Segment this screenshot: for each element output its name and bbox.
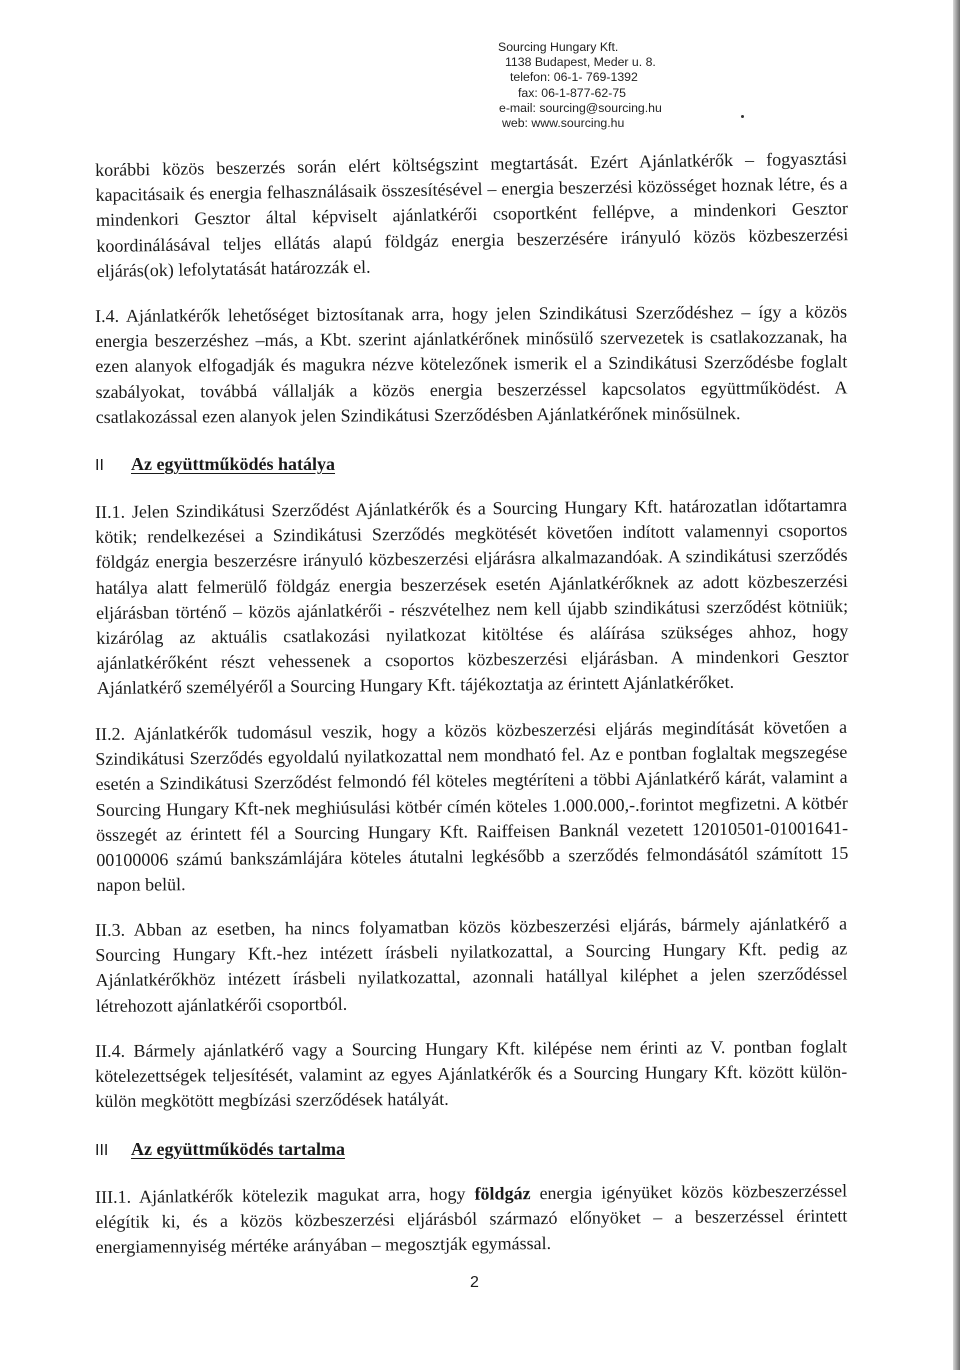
- section-number: II: [95, 457, 104, 475]
- paragraph-ii3: II.3. Abban az esetben, ha nincs folyamatban közös közbeszerzési eljárás, bármely ajánlatkérő a Sourcing Hungary Kft.-hez intézett írásbeli nyilatkozattal, a Sourcing Hungary Kft. pedig az Ajánlatkérőkhöz intézett írásbeli nyilatkozattal, azonnali hatállyal kiléphet a jelen szerződéssel létrehozott ajánlatkérői csoportból.: [95, 913, 848, 1016]
- paragraph-ii2: II.2. Ajánlatkérők tudomásul veszik, hogy a közös közbeszerzési eljárás megindítását követően a Szindikátusi Szerződés egyoldalú nyilatkozattal nem mondható fel. Az e pontban foglaltak megszegése esetén a Szindikátusi Szerződést felmondó fél köteles megtéríteni a többi Ajánlatkérő kárát, valamint a Sourcing Hungary Kft-nek meghiúsulási kötbér címén köteles 1.000.000,-.forintot megfizetni. A kötbér összegét az érintett fél a Sourcing Hungary Kft. Raiffeisen Banknál vezetett 12010501-01001641-00100006 számú bankszámlájára köteles átutalni legkésőbb a szerződés felmondásától számított 15 napon belül.: [95, 716, 849, 896]
- letterhead: [498, 40, 718, 131]
- keyword-foldgaz: földgáz: [474, 1183, 531, 1204]
- letterhead-company: Sourcing Hungary Kft.: [498, 40, 619, 54]
- letterhead-address: 1138 Budapest, Meder u. 8.: [505, 55, 656, 70]
- document-body: [95, 148, 849, 1261]
- section-number: III: [95, 1141, 109, 1159]
- letterhead-phone: telefon: 06-1- 769-1392: [510, 70, 638, 85]
- letterhead-email: e-mail: sourcing@sourcing.hu: [499, 100, 662, 115]
- paragraph-ii4: II.4. Bármely ajánlatkérő vagy a Sourcing Hungary Kft. kilépése nem érinti az V. pontban foglalt kötelezettségek teljesítését, valamint az egyes Ajánlatkérők és a Sourcing Hungary Kft. között külön-külön megkötött megbízási szerződések hatályát.: [95, 1036, 848, 1112]
- paragraph-continuation: korábbi közös beszerzés során elért költségszint megtartását. Ezért Ajánlatkérők – fogyasztási kapacitásaik és energia felhasználásaik összesítésével – energia beszerzési közösséget hoznak létre, és a mindenkori Gesztor által képviselt ajánlatkérői csoportként fellépve, a mindenkori Gesztor koordinálásával teljes ellátás alapú földgáz energia beszerzésére irányuló közös közbeszerzési eljárás(ok) lefolytatását határozzák el.: [95, 148, 849, 281]
- section-title: Az együttműködés hatálya: [131, 454, 336, 475]
- scan-edge-shadow: [953, 0, 960, 1370]
- section-heading-ii: [95, 452, 847, 478]
- paragraph-iii1-start: III.1. Ajánlatkérők kötelezik magukat arra, hogy: [95, 1183, 475, 1207]
- paragraph-iii1: [95, 1178, 848, 1260]
- paragraph-ii1: II.1. Jelen Szindikátusi Szerződést Ajánlatkérők és a Sourcing Hungary Kft. határozatlan időtartamra kötik; rendelkezései a Szindikátusi Szerződés megkötését követően indított valamennyi csoportos földgáz energia beszerzésre irányuló közbeszerzési eljárásra alkalmazandóak. A szindikátusi szerződés hatálya alatt felmerülő földgáz energia beszerzések esetén Ajánlatkérőknek az adott közbeszerzési eljárásban történő – közös ajánlatkérői - részvételhez nem kell újabb szindikátusi szerződést kötniük; kizárólag az aktuális csatlakozási nyilatkozat kitöltése és aláírása szükséges ahhoz, hogy ajánlatkérőként részt vehessenek a csoportos közbeszerzési eljárásban. A mindenkori Gesztor Ajánlatkérő személyéről a Sourcing Hungary Kft. tájékoztatja az érintett Ajánlatkérőket.: [95, 495, 849, 699]
- letterhead-web: web: www.sourcing.hu: [502, 116, 625, 131]
- section-heading-iii: [95, 1137, 847, 1163]
- scan-speck: [741, 115, 744, 118]
- page-number: 2: [470, 1274, 479, 1291]
- section-title: Az együttműködés tartalma: [131, 1138, 345, 1159]
- paragraph-iii1-end: energia igényüket közös közbeszerzéssel elégítik ki, és a közös közbeszerzési eljárásból származó előnyöket – a beszerzéssel érintett energiamennyiség mértéke arányában – megosztják egymással.: [95, 1180, 848, 1258]
- paragraph-i4: I.4. Ajánlatkérők lehetőséget biztosítanak arra, hogy jelen Szindikátusi Szerződéshez – így a közös energia beszerzéshez –más, a Kbt. szerint ajánlatkérőnek minősülő szervezetek is csatlakozzanak, ha ezen alanyok elfogadják és magukra nézve kötelezőnek ismerik el a Szindikátusi Szerződésbe foglalt szabályokat, továbbá vállalják a közös energia beszerzéssel kapcsolatos együttműködést. A csatlakozással ezen alanyok jelen Szindikátusi Szerződésben Ajánlatkérőnek minősülnek.: [95, 301, 848, 427]
- letterhead-fax: fax: 06-1-877-62-75: [518, 85, 627, 100]
